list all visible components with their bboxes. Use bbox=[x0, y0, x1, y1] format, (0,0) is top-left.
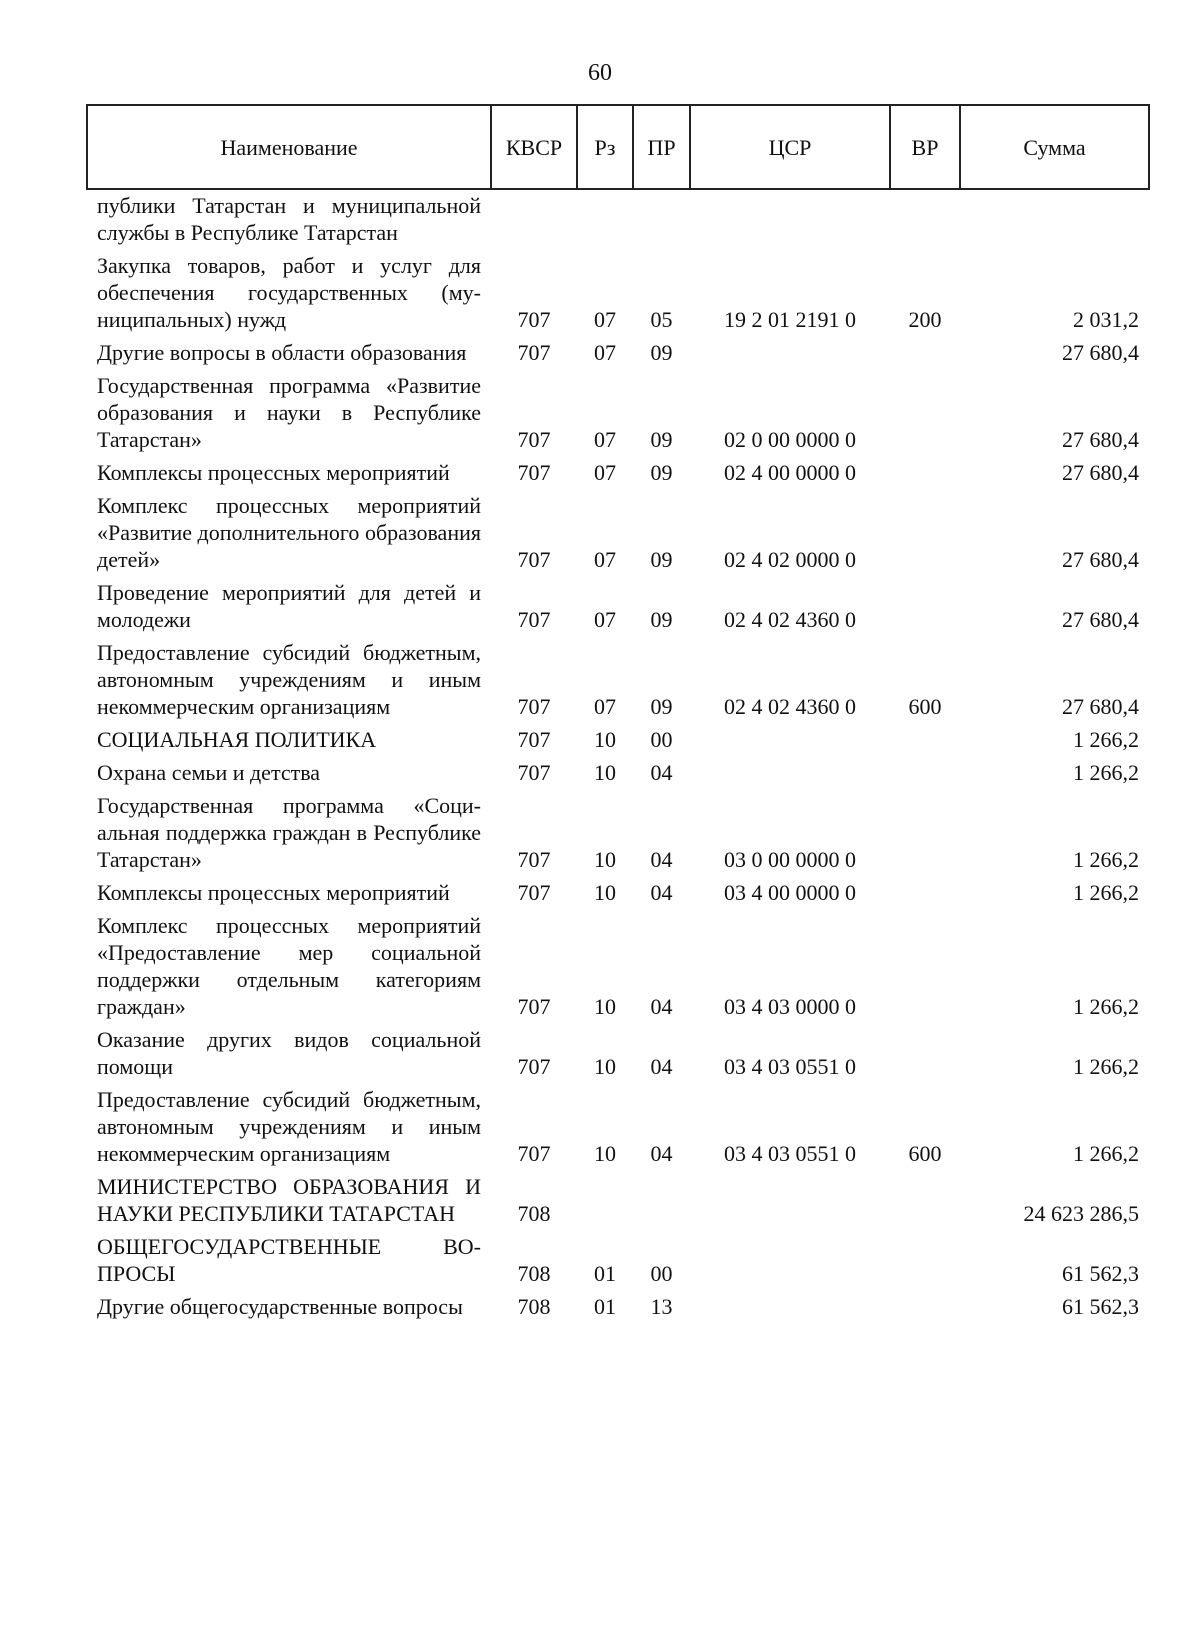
table-row bbox=[87, 248, 1149, 335]
row-csr bbox=[690, 755, 890, 788]
row-rz: 10 bbox=[594, 1141, 616, 1166]
row-pr: 04 bbox=[650, 994, 673, 1019]
row-sum bbox=[960, 189, 1149, 248]
row-vr bbox=[890, 755, 960, 788]
row-name: Предоставление субсидий бюджетным, автономным учреждениям и иным некоммерческим организациям bbox=[97, 1087, 481, 1166]
row-kvsr: 707 bbox=[517, 847, 551, 872]
row-vr bbox=[890, 488, 960, 575]
row-vr bbox=[890, 1289, 960, 1322]
row-pr: 05 bbox=[650, 307, 673, 332]
table-row bbox=[87, 1289, 1149, 1322]
row-vr: 600 bbox=[908, 694, 942, 719]
row-vr: 200 bbox=[908, 307, 942, 332]
row-pr: 00 bbox=[650, 727, 673, 752]
row-rz: 07 bbox=[594, 694, 616, 719]
row-csr bbox=[690, 722, 890, 755]
table-header bbox=[87, 105, 1149, 189]
row-sum: 2 031,2 bbox=[1073, 307, 1139, 332]
row-kvsr: 707 bbox=[517, 880, 551, 905]
table-row bbox=[87, 575, 1149, 635]
row-kvsr: 707 bbox=[517, 460, 551, 485]
row-pr: 04 bbox=[650, 760, 673, 785]
table-row bbox=[87, 488, 1149, 575]
row-kvsr bbox=[491, 189, 577, 248]
row-rz bbox=[577, 189, 633, 248]
row-rz: 07 bbox=[594, 607, 616, 632]
row-csr: 03 4 03 0000 0 bbox=[724, 994, 856, 1019]
header-vr: ВР bbox=[890, 105, 960, 189]
row-name: Оказание других видов социальной помощи bbox=[97, 1027, 481, 1079]
row-vr bbox=[890, 335, 960, 368]
row-kvsr: 707 bbox=[517, 1141, 551, 1166]
row-csr: 19 2 01 2191 0 bbox=[724, 307, 856, 332]
row-kvsr: 707 bbox=[517, 694, 551, 719]
row-kvsr: 707 bbox=[517, 307, 551, 332]
row-sum: 27 680,4 bbox=[1062, 694, 1139, 719]
row-pr: 13 bbox=[650, 1294, 673, 1319]
row-vr bbox=[890, 908, 960, 1022]
header-pr: ПР bbox=[633, 105, 690, 189]
row-sum: 27 680,4 bbox=[1062, 460, 1139, 485]
row-name: Государственная программа «Социальная поддержка граждан в Республике Татарстан» bbox=[97, 793, 481, 872]
row-sum: 27 680,4 bbox=[1062, 547, 1139, 572]
row-name: Комплексы процессных мероприятий bbox=[97, 460, 450, 485]
row-vr bbox=[890, 1022, 960, 1082]
row-csr bbox=[690, 335, 890, 368]
header-rz: Рз bbox=[577, 105, 633, 189]
row-pr: 00 bbox=[650, 1261, 673, 1286]
row-kvsr: 708 bbox=[517, 1261, 551, 1286]
row-rz: 07 bbox=[594, 340, 616, 365]
row-csr: 02 4 02 0000 0 bbox=[724, 547, 856, 572]
row-name: Комплекс процессных мероприятий «Развитие дополнительного образования детей» bbox=[97, 493, 481, 572]
row-csr: 03 4 00 0000 0 bbox=[724, 880, 856, 905]
row-sum: 61 562,3 bbox=[1062, 1261, 1139, 1286]
row-vr bbox=[890, 788, 960, 875]
row-vr bbox=[890, 1229, 960, 1289]
row-rz: 07 bbox=[594, 307, 616, 332]
row-name: Другие вопросы в области образования bbox=[97, 340, 467, 365]
row-csr: 03 0 00 0000 0 bbox=[724, 847, 856, 872]
row-kvsr: 708 bbox=[517, 1201, 551, 1226]
table-row bbox=[87, 1082, 1149, 1169]
row-kvsr: 707 bbox=[517, 427, 551, 452]
table-row bbox=[87, 908, 1149, 1022]
table-row bbox=[87, 635, 1149, 722]
row-vr bbox=[890, 455, 960, 488]
table-row bbox=[87, 722, 1149, 755]
table-body bbox=[87, 189, 1149, 1322]
table-row bbox=[87, 875, 1149, 908]
row-name: Комплексы процессных мероприятий bbox=[97, 880, 450, 905]
row-name: МИНИСТЕРСТВО ОБРАЗОВАНИЯ И НАУКИ РЕСПУБЛИКИ ТАТАРСТАН bbox=[97, 1174, 481, 1226]
row-csr bbox=[690, 1229, 890, 1289]
header-sum: Сумма bbox=[960, 105, 1149, 189]
row-vr bbox=[890, 875, 960, 908]
row-name: ОБЩЕГОСУДАРСТВЕННЫЕ ВОПРОСЫ bbox=[97, 1234, 481, 1286]
row-pr: 09 bbox=[650, 694, 673, 719]
row-pr: 04 bbox=[650, 1141, 673, 1166]
header-csr: ЦСР bbox=[690, 105, 890, 189]
row-pr bbox=[633, 1169, 690, 1229]
row-csr: 02 4 00 0000 0 bbox=[724, 460, 856, 485]
row-kvsr: 707 bbox=[517, 727, 551, 752]
row-sum: 27 680,4 bbox=[1062, 340, 1139, 365]
row-name: Другие общегосударственные вопросы bbox=[97, 1294, 463, 1319]
row-rz: 07 bbox=[594, 427, 616, 452]
header-name: Наименование bbox=[87, 105, 491, 189]
row-csr bbox=[690, 1169, 890, 1229]
row-name: СОЦИАЛЬНАЯ ПОЛИТИКА bbox=[97, 727, 377, 752]
row-vr: 600 bbox=[908, 1141, 942, 1166]
row-vr bbox=[890, 575, 960, 635]
header-kvsr: КВСР bbox=[491, 105, 577, 189]
row-sum: 27 680,4 bbox=[1062, 607, 1139, 632]
row-name: Государственная программа «Развитие образования и науки в Республике Татарстан» bbox=[97, 373, 481, 452]
row-vr bbox=[890, 722, 960, 755]
row-rz: 10 bbox=[594, 994, 616, 1019]
row-pr: 09 bbox=[650, 427, 673, 452]
row-pr: 04 bbox=[650, 880, 673, 905]
row-vr bbox=[890, 368, 960, 455]
row-pr: 09 bbox=[650, 340, 673, 365]
row-sum: 1 266,2 bbox=[1073, 1141, 1139, 1166]
table-row bbox=[87, 788, 1149, 875]
row-csr bbox=[690, 1289, 890, 1322]
row-rz bbox=[577, 1169, 633, 1229]
table-row bbox=[87, 1229, 1149, 1289]
row-rz: 01 bbox=[594, 1261, 616, 1286]
row-rz: 07 bbox=[594, 547, 616, 572]
row-name: Закупка товаров, работ и услуг для обеспечения государственных (муниципальных) нужд bbox=[97, 253, 481, 332]
row-csr: 03 4 03 0551 0 bbox=[724, 1141, 856, 1166]
row-csr: 03 4 03 0551 0 bbox=[724, 1054, 856, 1079]
row-sum: 1 266,2 bbox=[1073, 994, 1139, 1019]
row-kvsr: 707 bbox=[517, 1054, 551, 1079]
row-kvsr: 707 bbox=[517, 994, 551, 1019]
row-kvsr: 707 bbox=[517, 340, 551, 365]
table-row bbox=[87, 455, 1149, 488]
row-rz: 10 bbox=[594, 727, 616, 752]
row-kvsr: 707 bbox=[517, 547, 551, 572]
table-row bbox=[87, 189, 1149, 248]
table-row bbox=[87, 1022, 1149, 1082]
row-kvsr: 708 bbox=[517, 1294, 551, 1319]
row-name: Предоставление субсидий бюджетным, автономным учреждениям и иным некоммерческим организациям bbox=[97, 640, 481, 719]
row-kvsr: 707 bbox=[517, 607, 551, 632]
row-pr: 09 bbox=[650, 460, 673, 485]
row-sum: 27 680,4 bbox=[1062, 427, 1139, 452]
row-sum: 24 623 286,5 bbox=[1023, 1201, 1139, 1226]
row-rz: 10 bbox=[594, 760, 616, 785]
row-name: Комплекс процессных мероприятий «Предоставление мер социальной поддержки отдельным категориям граждан» bbox=[97, 913, 481, 1019]
row-rz: 07 bbox=[594, 460, 616, 485]
row-vr bbox=[890, 189, 960, 248]
table-row bbox=[87, 755, 1149, 788]
row-pr bbox=[633, 189, 690, 248]
row-pr: 09 bbox=[650, 607, 673, 632]
row-rz: 10 bbox=[594, 1054, 616, 1079]
page-number: 60 bbox=[588, 60, 612, 86]
row-sum: 1 266,2 bbox=[1073, 880, 1139, 905]
table-row bbox=[87, 368, 1149, 455]
row-rz: 10 bbox=[594, 880, 616, 905]
row-pr: 09 bbox=[650, 547, 673, 572]
row-rz: 01 bbox=[594, 1294, 616, 1319]
row-sum: 1 266,2 bbox=[1073, 1054, 1139, 1079]
row-name: Охрана семьи и детства bbox=[97, 760, 321, 785]
row-name: публики Татарстан и муниципальной службы в Республике Татарстан bbox=[97, 193, 481, 245]
budget-table bbox=[86, 104, 1150, 1322]
row-pr: 04 bbox=[650, 1054, 673, 1079]
row-sum: 1 266,2 bbox=[1073, 760, 1139, 785]
row-csr: 02 0 00 0000 0 bbox=[724, 427, 856, 452]
row-kvsr: 707 bbox=[517, 760, 551, 785]
table-row bbox=[87, 335, 1149, 368]
row-csr: 02 4 02 4360 0 bbox=[724, 694, 856, 719]
row-csr: 02 4 02 4360 0 bbox=[724, 607, 856, 632]
row-sum: 1 266,2 bbox=[1073, 847, 1139, 872]
row-name: Проведение мероприятий для детей и молодежи bbox=[97, 580, 481, 632]
table-row bbox=[87, 1169, 1149, 1229]
row-sum: 61 562,3 bbox=[1062, 1294, 1139, 1319]
row-rz: 10 bbox=[594, 847, 616, 872]
row-vr bbox=[890, 1169, 960, 1229]
row-csr bbox=[690, 189, 890, 248]
row-sum: 1 266,2 bbox=[1073, 727, 1139, 752]
row-pr: 04 bbox=[650, 847, 673, 872]
